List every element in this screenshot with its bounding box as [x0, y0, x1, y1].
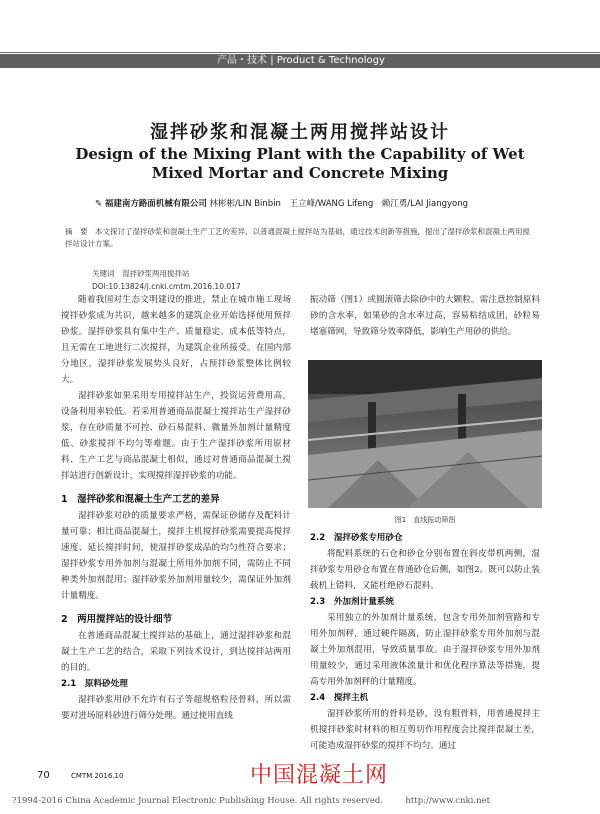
right-column — [310, 292, 540, 340]
vibrating-screen-photo — [308, 360, 542, 508]
figure-vibrating-screen — [308, 360, 542, 508]
section-2-3-paragraph: 采用独立的外加剂计量系统，包含专用外加剂管路和专用外加剂秤，通过硬件隔离，防止湿拌砂浆专用外加剂与混凝土外加剂混用，导致质量事故。由于湿拌砂浆专用外加剂用量较少，通过采用液体流量计和优化程序算法等措施，提高专用外加剂秤的计量精度。 — [310, 613, 540, 687]
section-1-heading: 1 湿拌砂浆和混凝土生产工艺的差异 — [61, 494, 220, 505]
right-column-lower — [310, 530, 540, 754]
pen-icon: ✎ — [95, 199, 103, 209]
section-2-2-heading: 2.2 湿拌砂浆专用砂仓 — [310, 533, 403, 543]
intro-paragraph-2: 湿拌砂浆如果采用专用搅拌站生产，投资运营费用高，设备利用率较低。若采用普通商品混凝土搅拌站生产湿拌砂浆，存在砂质量不可控、砂石易混料、微量外加剂计量精度低、砂浆搅拌不均匀等难题。由于生产湿拌砂浆所用原材料、生产工艺与商品混凝土相似，通过对普通商品混凝土搅拌站进行创新设计，实现搅拌湿拌砂浆的功能。 — [61, 391, 291, 481]
left-column — [61, 292, 291, 724]
author-names: 林彬彬/LIN Binbin 王立峰/WANG Lifeng 赖江勇/LAI Jiangyong — [209, 199, 468, 209]
doi: DOI:10.13824/j.cnki.cmtm.2016.10.017 — [92, 282, 241, 291]
journal-issue: CMTM 2016.10 — [71, 772, 124, 780]
cnki-link[interactable]: http://www.cnki.net — [405, 796, 490, 806]
section-2-paragraph: 在普通商品混凝土搅拌站的基础上，通过湿拌砂浆和混凝土生产工艺的结合，采取下列技术设计，到达搅拌站两用的目的。 — [61, 631, 291, 673]
title-english — [60, 145, 540, 183]
author-line — [95, 197, 575, 209]
section-2-2-paragraph: 将配料系统的石仓和砂仓分别布置在斜皮带机两侧，湿拌砂浆专用砂仓布置在普通砂仓后侧，如图2。既可以防止装载机上错料，又能杜绝砂石混料。 — [310, 549, 540, 591]
header-rule — [0, 52, 600, 53]
section-2-4-paragraph: 湿拌砂浆所用的骨料是砂，没有粗骨料，用普通搅拌主机搅拌砂浆时材料的相互剪切作用程度会比搅拌混凝土差，可能造成湿拌砂浆的搅拌不均匀。通过 — [310, 709, 540, 751]
section-2-heading: 2 两用搅拌站的设计细节 — [61, 614, 173, 625]
watermark: 中国混凝土网 — [250, 763, 389, 788]
section-1-paragraph: 湿拌砂浆对砂的质量要求严格，需保证砂储存及配料计量可靠；相比商品混凝土，搅拌主机搅拌砂浆需要提高搅拌速度、延长搅拌时间，使湿拌砂浆成品的均匀性符合要求；湿拌砂浆专用外加剂与混凝土所用外加剂不同，需防止不同种类外加剂混用；湿拌砂浆外加剂用量较少，需保证外加剂计量精度。 — [61, 511, 291, 601]
section-2-3-heading: 2.3 外加剂计量系统 — [310, 597, 394, 607]
keywords: 关键词 湿拌砂浆两用搅拌站 — [92, 269, 190, 278]
section-2-4-heading: 2.4 搅拌主机 — [310, 693, 369, 703]
copyright-text: ?1994-2016 China Academic Journal Electronic Publishing House. All rights reserved. — [12, 796, 384, 806]
title-chinese: 湿拌砂浆和混凝土两用搅拌站设计 — [150, 122, 450, 143]
figure-caption: 图1 直线振动筛图 — [394, 516, 456, 524]
title-english-line2: Mixed Mortar and Concrete Mixing — [151, 164, 449, 182]
abstract: 摘 要 本文探讨了湿拌砂浆和混凝土生产工艺的差异，以普通混凝土搅拌站为基础，通过技术创新等措施，提出了湿拌砂浆和混凝土两用搅拌站设计方案。 — [65, 227, 530, 248]
intro-paragraph-1: 随着我国对生态文明建设的推进，禁止在城市施工现场搅拌砂浆成为共识，越来越多的建筑企业开始选择使用预拌砂浆。湿拌砂浆具有集中生产、质量稳定、成本低等特点，且无需在工地进行二次搅拌，为建筑企业所接受。在国内部分地区，湿拌砂浆发展势头良好，占预拌砂浆整体比例较大。 — [61, 295, 291, 385]
page-number: 70 — [37, 770, 50, 781]
title-english-line1: Design of the Mixing Plant with the Capability of Wet — [75, 145, 525, 163]
section-2-1-paragraph: 湿拌砂浆用砂不允许有石子等超规格粒径骨料，所以需要对进场原料砂进行筛分处理。通过使用直线 — [61, 695, 291, 721]
section-2-1-heading: 2.1 原料砂处理 — [61, 679, 128, 689]
section-label: 产品・技术 | Product & Technology — [217, 55, 385, 66]
continued-paragraph: 振动筛（图1）或圆滚筛去除砂中的大颗粒。需注意控制原料砂的含水率，如果砂的含水率过高，容易粘结成团，砂粒易堵塞筛网，导致筛分效率降低，影响生产用砂的供给。 — [310, 295, 540, 337]
author-affiliation: 福建南方路面机械有限公司 — [104, 199, 207, 209]
